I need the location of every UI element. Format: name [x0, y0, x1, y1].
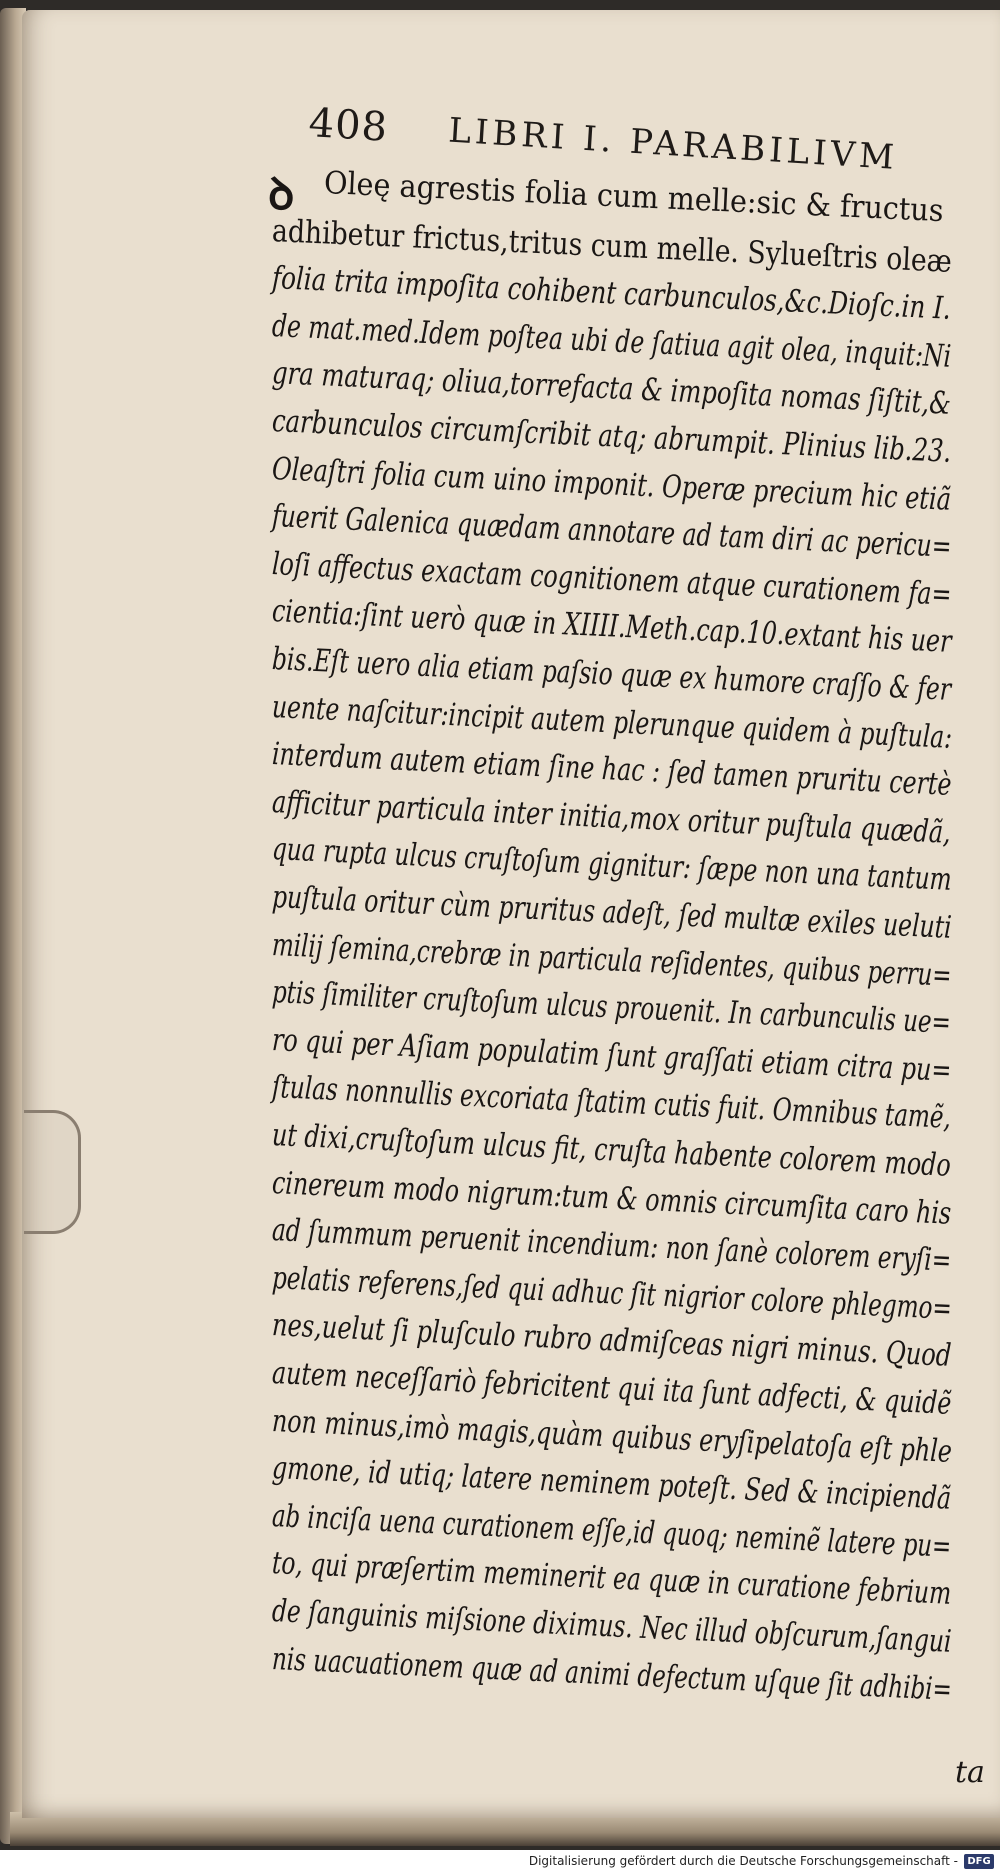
- text-line: nis uacuationem quæ ad animi defectum uſque ſit adhibi=: [271, 1640, 953, 1708]
- text-line: cientia:ſint uerò quæ in XIIII.Meth.cap.10.extant his uer: [271, 593, 953, 661]
- text-line: milij ſemina,crebræ in particula reſidentes, quibus perru=: [271, 926, 953, 994]
- text-line: loſi affectus exactam cognitionem atque curationem fa=: [271, 545, 953, 613]
- text-line: ut dixi,cruſtoſum ulcus fit, cruſta habente colorem modo: [271, 1117, 952, 1184]
- paragraph-mark: ꝺ: [268, 169, 295, 220]
- footer-bar: [0, 1850, 1000, 1874]
- text-line: gra maturaq; oliua,torrefacta & impoſita nomas ſiſtit,&: [271, 355, 952, 423]
- text-line: de mat.med.Idem poſtea ubi de ſatiua agit olea, inquit:Ni: [271, 307, 952, 375]
- text-line: cinereum modo nigrum:tum & omnis circumſita caro his: [271, 1164, 952, 1232]
- digitization-credit: Digitalisierung gefördert durch die Deutsche Forschungsgemeinschaft -: [528, 1854, 958, 1868]
- text-line: ptis ſimiliter cruſtoſum ulcus prouenit. In carbunculis ue=: [271, 974, 952, 1041]
- text-line: fuerit Galenica quædam annotare ad tam diri ac pericu=: [271, 498, 953, 566]
- text-line: puſtula oritur cùm pruritus adeſt, ſed multæ exiles ueluti: [271, 879, 953, 946]
- text-line: de ſanguinis miſsione diximus. Nec illud obſcurum,ſangui: [271, 1593, 953, 1660]
- text-line: gmone, id utiq; latere neminem poteſt. Sed & incipiendã: [271, 1450, 952, 1518]
- text-line: folia trita impoſita cohibent carbunculos,&c.Dioſc.in I.: [271, 260, 952, 327]
- text-line: adhibetur frictus,tritus cum melle. Sylueſtris oleæ: [271, 212, 953, 280]
- text-line: afficitur particula inter initia,mox oritur puſtula quædã,: [271, 783, 952, 851]
- binding-strap: [24, 1110, 81, 1234]
- catchword: ta: [955, 1755, 985, 1790]
- text-line: pelatis referens,ſed qui adhuc ſit nigrior colore phlegmo=: [271, 1259, 953, 1327]
- text-line: ad ſummum peruenit incendium: non ſanè colorem eryſi=: [271, 1212, 953, 1280]
- text-line: ro qui per Aſiam populatim ſunt graſſati etiam citra pu=: [271, 1021, 953, 1089]
- text-line: qua rupta ulcus cruſtoſum gignitur: ſæpe non una tantum: [271, 831, 953, 899]
- text-line: ab inciſa uena curationem eſſe,id quoq; neminẽ latere pu=: [271, 1497, 953, 1565]
- text-line: Oleę agrestis folia cum melle:sic & fructus: [323, 165, 945, 230]
- text-line: ſtulas nonnullis excoriata ſtatim cutis fuit. Omnibus tamẽ,: [271, 1069, 952, 1137]
- running-title: LIBRI I. PARABILIVM: [447, 110, 900, 179]
- text-line: autem neceſſariò febricitent qui ita ſunt adfecti, & quidẽ: [271, 1355, 953, 1422]
- text-line: interdum autem etiam ſine hac : ſed tamen pruritu certè: [271, 736, 953, 804]
- text-line: nes,uelut ſi pluſculo rubro admiſceas nigri minus. Quod: [271, 1307, 953, 1375]
- text-line: to, qui præſertim meminerit ea quæ in curatione febrium: [271, 1545, 953, 1613]
- dfg-logo: DFG: [964, 1854, 994, 1869]
- text-line: non minus,imò magis,quàm quibus eryſipelatoſa eſt phle: [271, 1402, 953, 1470]
- text-line: Oleaſtri folia cum uino imponit. Operæ precium hic etiã: [271, 450, 952, 518]
- page-number: 408: [307, 100, 390, 151]
- text-line: bis.Eſt uero alia etiam paſsio quæ ex humore craſſo & fer: [271, 641, 952, 708]
- text-line: carbunculos circumſcribit atq; abrumpit. Plinius lib.23.: [271, 403, 953, 470]
- text-line: uente naſcitur:incipit autem plerunque quidem à puſtula:: [271, 688, 953, 756]
